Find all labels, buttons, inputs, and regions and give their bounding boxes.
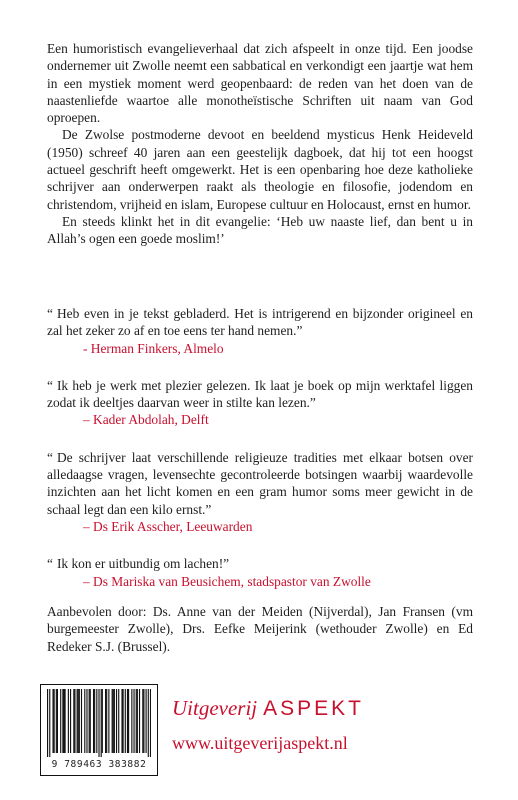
quote-text: Ik kon er uitbundig om lachen!” [56,556,230,572]
barcode-bar [137,689,138,753]
barcode-bar [74,689,75,753]
barcode-bar [63,689,64,753]
barcode-bar [98,689,99,757]
barcode-bar [94,689,95,753]
barcode-bar [49,689,50,757]
endorsement-quote [47,449,473,535]
barcode-bar [47,689,48,757]
blurb-paragraph: De Zwolse postmoderne devoot en beeldend mysticus Henk Heideveld (1950) schreef 40 jaren aan een geestelijk dagboek, dat hij tot een hoogst actueel geschrift heeft omgewerkt. Het is een openbaring hoe deze katholieke schrijver aan onderwerpen raakt als theologie en filosofie, jodendom en christendom, vrijheid en islam, Europese cultuur en Holocaust, ernst en humor. [47,127,473,212]
barcode-bar [62,689,63,753]
barcode-bar [84,689,85,753]
quote-attribution: - Herman Finkers, Almelo [83,340,224,356]
barcode-bar [114,689,115,753]
barcode-bar [125,689,126,753]
barcode-bar [146,689,147,753]
quote-text: Heb even in je tekst gebladerd. Het is intrigerend en bijzonder origineel en zal het zeker zo af en toe eens ter hand nemen.” [47,306,473,339]
barcode-bar [131,689,132,753]
quote-attribution: – Ds Mariska van Beusichem, stadspastor van Zwolle [83,573,371,589]
blurb-paragraph: Een humoristisch evangelieverhaal dat zich afspeelt in onze tijd. Een joodse ondernemer uit Zwolle neemt een sabbatical en verkondigt een jaartje wat hem in een mystiek moment werd geopenbaard: de reden van het doen van de naastenliefde waartoe alle monotheïstische Schriften uit naam van God oproepen. [47,41,473,126]
barcode-bar [78,689,79,753]
isbn-number: 9 789463 383882 [51,759,147,770]
barcode-bar [79,689,80,753]
blurb-paragraph: En steeds klinkt het in dit evangelie: ‘Heb uw naaste lief, dan bent u in Allah’s ogen een goede moslim!’ [47,213,473,247]
barcode-bar [52,689,53,753]
barcode-bar [68,689,69,753]
barcode-bar [143,689,144,753]
barcode-bar [112,689,113,753]
quote-attribution: – Ds Erik Asscher, Leeuwarden [83,518,253,534]
barcode-bar [90,689,91,753]
barcode-bar [128,689,129,753]
publisher-logo [172,696,364,721]
barcode-bar [70,689,71,753]
endorsement-quote [47,555,473,590]
endorsements [47,305,473,610]
barcode-bar [108,689,109,753]
barcode-bar [81,689,82,753]
barcode-bar [65,689,66,753]
quote-attribution: – Kader Abdolah, Delft [83,412,209,428]
quote-mark: “ [47,449,53,465]
barcode-bar [105,689,106,753]
barcode-bar [60,689,61,753]
barcode-bar [133,689,134,753]
blurb [47,40,473,248]
barcode-bar [136,689,137,753]
endorsement-quote [47,377,473,429]
barcode-bar [123,689,124,753]
barcode-bar [127,689,128,753]
barcode-bar [148,689,149,757]
barcode-bar [118,689,119,753]
barcode-bar [77,689,78,753]
barcode-bar [56,689,57,753]
barcode-bar [86,689,87,753]
barcode-bar [54,689,55,753]
barcode-bar [96,689,97,753]
recommended-by: Aanbevolen door: Ds. Anne van der Meiden (Nijverdal), Jan Fransen (vm burgemeester Zwolle), Drs. Eefke Meijerink (wethouder Zwolle) en Ed Redeker S.J. (Brussel). [47,604,473,654]
barcode-bar [106,689,107,753]
barcode-bar [142,689,143,753]
barcode-bar [57,689,58,753]
publisher-website: www.uitgeverijaspekt.nl [172,733,348,753]
quote-text: Ik heb je werk met plezier gelezen. Ik laat je boek op mijn werktafel liggen zodat ik deeltjes daarvan weer in stilte kan lezen.” [47,377,473,411]
barcode-bar [102,689,103,753]
isbn-barcode [40,684,158,776]
publisher-logo-script: Uitgeverij [172,696,258,720]
barcode-bar [116,689,117,753]
barcode-bar [150,689,151,757]
barcode-bars [47,689,151,757]
barcode-bar [101,689,102,757]
barcode-bar [73,689,74,753]
barcode-bar [139,689,140,753]
barcode-bar [113,689,114,753]
quote-mark: “ [47,377,53,393]
publisher-logo-name: ASPEKT [263,697,365,720]
barcode-bar [93,689,94,753]
quote-mark: “ [47,556,53,572]
barcode-bar [89,689,90,753]
quote-mark: “ [47,306,53,321]
barcode-bar [121,689,122,753]
endorsement-quote [47,305,473,357]
quote-text: De schrijver laat verschillende religieuze tradities met elkaar botsen over alledaagse vragen, levensechte gecontroleerde botsingen waarbij waardevolle inzichten aan het licht komen en een gram humor soms meer gewicht in de schaal legt dan een kilo ernst.” [47,449,473,517]
